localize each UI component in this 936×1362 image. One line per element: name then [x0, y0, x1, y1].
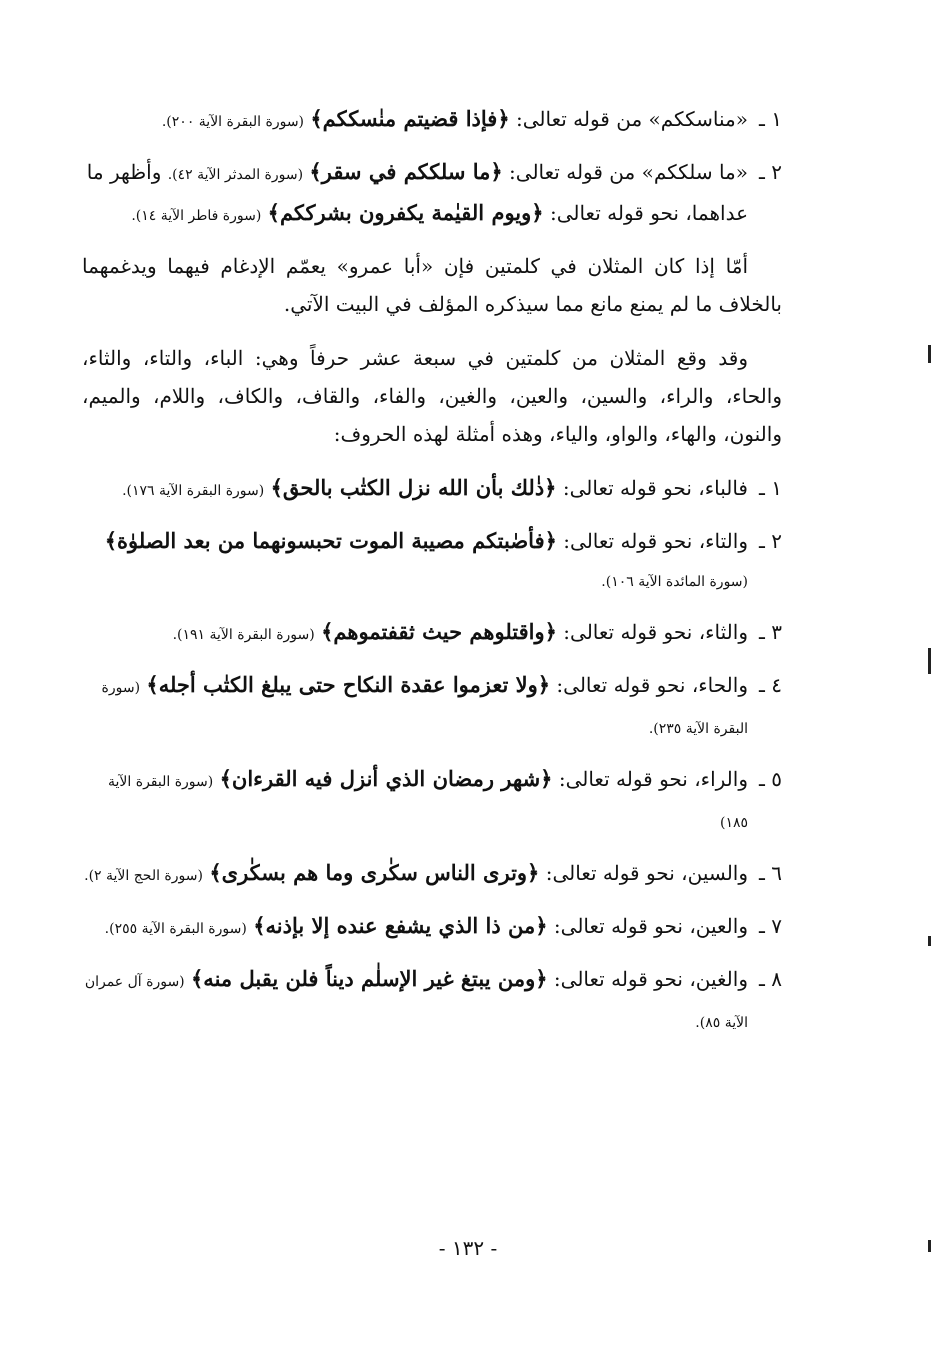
scan-edge-mark	[928, 1240, 931, 1252]
item-intro: والتاء، نحو قوله تعالى:	[563, 529, 748, 553]
verse-reference: (سورة الحج الآية ٢).	[84, 868, 203, 884]
quran-verse: ﴿فإذا قضيتم منٰسككم﴾	[310, 106, 510, 131]
quran-verse: ﴿واقتلوهم حيث ثقفتموهم﴾	[321, 619, 557, 644]
item-intro: «ما سلككم» من قوله تعالى:	[509, 160, 748, 184]
page-number: - ١٣٢ -	[438, 1236, 498, 1260]
item-number: ١ ـ	[759, 476, 782, 500]
item-intro: والعين، نحو قوله تعالى:	[553, 914, 748, 938]
quran-verse: ﴿ذٰلك بأن الله نزل الكتٰب بالحق﴾	[270, 475, 557, 500]
item-number: ٢ ـ	[759, 160, 782, 184]
list-item	[82, 666, 782, 748]
item-intro: والثاء، نحو قوله تعالى:	[563, 620, 748, 644]
item-intro: فالباء، نحو قوله تعالى:	[562, 476, 748, 500]
item-intro: والغين، نحو قوله تعالى:	[553, 967, 748, 991]
scan-edge-mark	[928, 648, 931, 674]
item-number: ٨ ـ	[759, 967, 782, 991]
verse-reference: (سورة المائدة الآية ١٠٦).	[601, 574, 748, 590]
item-intro: والحاء، نحو قوله تعالى:	[556, 673, 748, 697]
verse-reference: (سورة البقرة الآية ٢٠٠).	[161, 114, 305, 130]
quran-verse: ﴿من ذا الذي يشفع عنده إلا بإذنه﴾	[253, 913, 548, 938]
list-item	[82, 153, 782, 235]
item-number: ٥ ـ	[759, 767, 782, 791]
item-intro: «مناسككم» من قوله تعالى:	[515, 107, 748, 131]
verse-reference: (سورة البقرة الآية ١٨٥)	[108, 774, 748, 831]
list-item	[82, 613, 782, 654]
list-item	[82, 522, 782, 601]
item-number: ٧ ـ	[759, 914, 782, 938]
quran-verse: ﴿ومن يبتغ غير الإسلٰم ديناً فلن يقبل منه﴾	[191, 966, 548, 991]
verse-reference: (سورة آل عمران الآية ٨٥).	[84, 974, 748, 1031]
paragraph-idgham: أمّا إذا كان المثلان في كلمتين فإن «أبا عمرو» يعمّم الإدغام فيهما ويدغمهما بالخلاف ما لم يمنع مانع مما سيذكره المؤلف في البيت الآتي.	[82, 254, 782, 316]
list-item	[82, 469, 782, 510]
item-number: ٢ ـ	[759, 529, 782, 553]
verse-reference: (سورة البقرة الآية ١٧٦).	[122, 483, 265, 499]
list-item	[82, 100, 782, 141]
quran-verse: ﴿وترى الناس سكٰرى وما هم بسكٰرى﴾	[209, 860, 540, 885]
list-item	[82, 854, 782, 895]
quran-verse: ﴿ما سلككم في سقر﴾	[309, 159, 503, 184]
item-intro: والسين، نحو قوله تعالى:	[545, 861, 748, 885]
item-number: ١ ـ	[759, 107, 782, 131]
item-number: ٤ ـ	[759, 673, 782, 697]
paragraph-letters: وقد وقع المثلان من كلمتين في سبعة عشر حرفاً وهي: الباء، والتاء، والثاء، والحاء، والراء، والسين، والعين، والغين، والفاء، والقاف، والكاف، واللام، والميم، والنون، والهاء، والواو، والياء، وهذه أمثلة لهذه الحروف:	[82, 346, 782, 446]
verse-reference: (سورة البقرة الآية ١٩١).	[172, 627, 315, 643]
verse-reference-2: (سورة فاطر الآية ١٤).	[131, 208, 262, 224]
verse-reference: (سورة البقرة الآية ٢٥٥).	[104, 921, 247, 937]
item-number: ٦ ـ	[759, 861, 782, 885]
page-body	[82, 100, 782, 1054]
list-item	[82, 760, 782, 842]
list-item	[82, 960, 782, 1042]
list-item	[82, 907, 782, 948]
quran-verse: ﴿شهر رمضان الذي أنزل فيه القرءان﴾	[219, 766, 553, 791]
verse-reference: (سورة البقرة الآية ٢٣٥).	[101, 680, 748, 737]
item-intro-2: وأظهر ما عداهما، نحو قوله تعالى:	[86, 160, 748, 225]
quran-verse: ﴿فأصٰبتكم مصيبة الموت تحبسونهما من بعد الصلوٰة﴾	[104, 528, 557, 553]
item-number: ٣ ـ	[759, 620, 782, 644]
verse-reference: (سورة المدثر الآية ٤٢).	[167, 167, 304, 183]
item-intro: والراء، نحو قوله تعالى:	[558, 767, 748, 791]
quran-verse: ﴿ولا تعزموا عقدة النكاح حتى يبلغ الكتٰب أجله﴾	[146, 672, 551, 697]
scan-edge-mark	[928, 345, 931, 363]
quran-verse-2: ﴿ويوم القيٰمة يكفرون بشرككم﴾	[267, 200, 544, 225]
scan-edge-mark	[928, 936, 931, 946]
